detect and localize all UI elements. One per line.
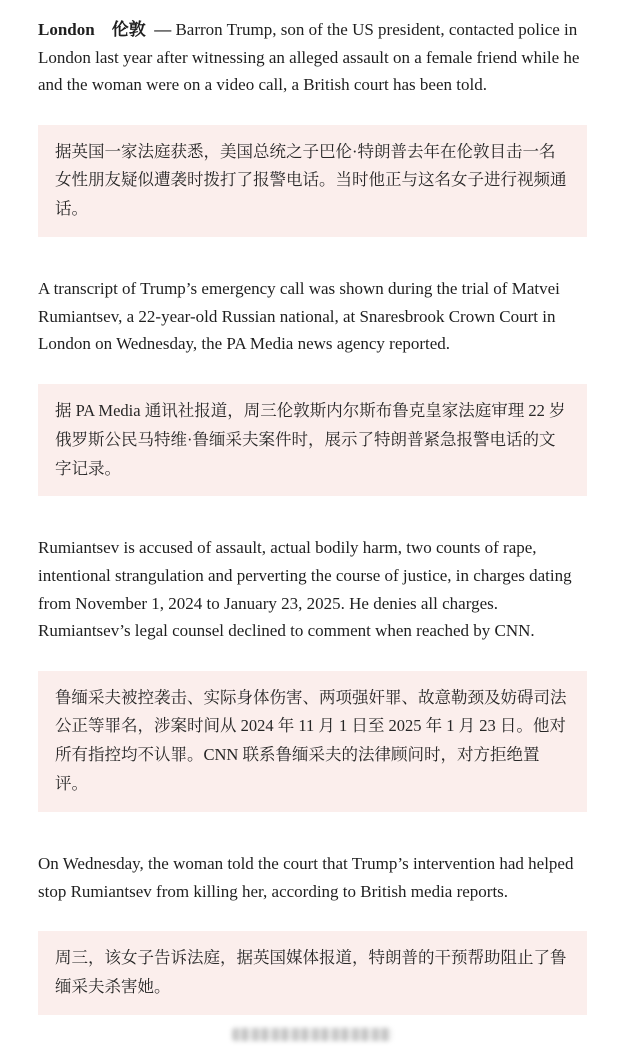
chinese-translation-box-1: 据英国一家法庭获悉，美国总统之子巴伦·特朗普去年在伦敦目击一名女性朋友疑似遭袭时拨打了报警电话。当时他正与这名女子进行视频通话。 — [38, 125, 587, 238]
paragraph-text-1: Barron Trump, son of the US president, contacted police in London last year after witnessing an alleged assault on a female friend while he and the woman were on a video call, a British court has been told. — [38, 20, 580, 95]
paragraph-english-3: Rumiantsev is accused of assault, actual bodily harm, two counts of rape, intentional strangulation and perverting the course of justice, in charges dating from November 1, 2024 to January 23, 2025. He denies all charges. Rumiantsev’s legal counsel declined to comment when reached by CNN. — [38, 538, 572, 641]
chinese-translation-box-4: 周三，该女子告诉法庭，据英国媒体报道，特朗普的干预帮助阻止了鲁缅采夫杀害她。 — [38, 931, 587, 1015]
blurred-watermark — [232, 1028, 392, 1041]
chinese-translation-box-3: 鲁缅采夫被控袭击、实际身体伤害、两项强奸罪、故意勒颈及妨碍司法公正等罪名，涉案时间从 2024 年 11 月 1 日至 2025 年 1 月 23 日。他对所有指控均不认罪。CNN 联系鲁缅采夫的法律顾问时，对方拒绝置评。 — [38, 671, 587, 813]
dateline: London 伦敦 — — [38, 20, 172, 39]
chinese-translation-box-2: 据 PA Media 通讯社报道，周三伦敦斯内尔斯布鲁克皇家法庭审理 22 岁俄罗斯公民马特维·鲁缅采夫案件时，展示了特朗普紧急报警电话的文字记录。 — [38, 384, 587, 497]
paragraph-english-4: On Wednesday, the woman told the court that Trump’s intervention had helped stop Rumiantsev from killing her, according to British media reports. — [38, 854, 574, 901]
paragraph-english-2: A transcript of Trump’s emergency call was shown during the trial of Matvei Rumiantsev, a 22-year-old Russian national, at Snaresbrook Crown Court in London on Wednesday, the PA Media news agency reported. — [38, 279, 560, 354]
paragraph-english-1 — [38, 16, 587, 99]
